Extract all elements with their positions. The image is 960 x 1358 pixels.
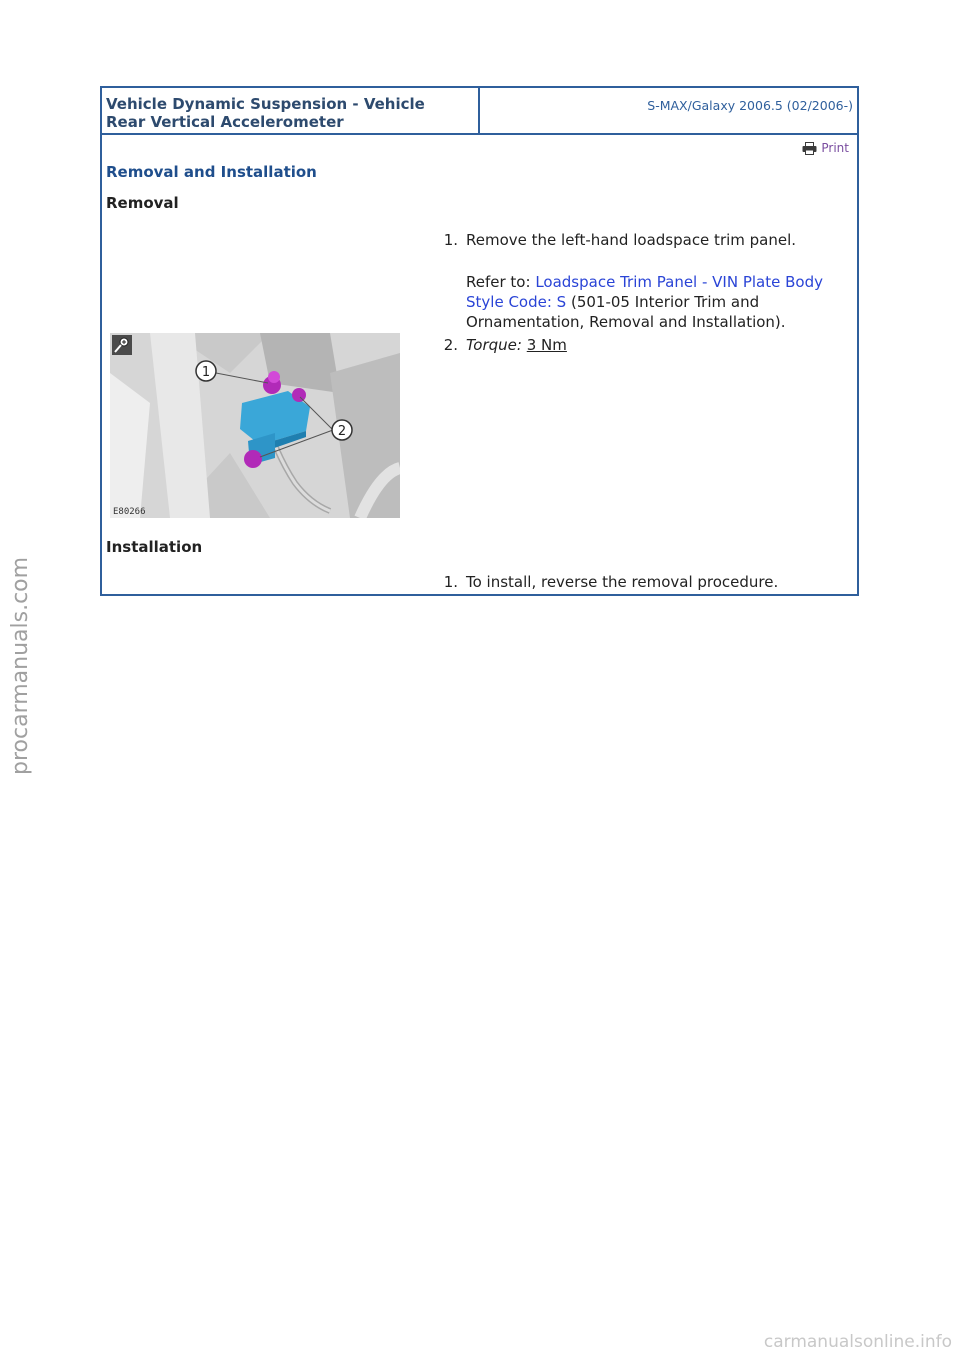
loadspace-trim-panel-link[interactable]: Loadspace Trim Panel - VIN Plate Body Style Code: S [466,273,823,311]
printer-icon [802,142,817,155]
step-text: To install, reverse the removal procedure. [466,573,779,591]
step-number: 1. [443,573,458,591]
refer-to [466,272,846,332]
document-header [102,88,857,135]
accelerometer-illustration[interactable] [110,333,400,518]
callout-1: 1 [201,365,211,380]
print-button[interactable] [802,141,849,155]
procedure-frame [100,86,859,596]
step-number: 1. [443,231,458,249]
installation-step-1 [434,572,846,592]
removal-step-1 [434,230,846,332]
zoom-icon[interactable] [112,335,132,355]
model-label: S-MAX/Galaxy 2006.5 (02/2006-) [647,98,853,113]
side-watermark-text: procarmanuals.com [8,556,33,775]
figure-code: E80266 [113,507,146,517]
illustration-drawing [110,333,400,518]
step-number: 2. [443,336,458,354]
callout-2: 2 [337,424,347,439]
removal-step-2 [434,335,846,355]
refer-prefix: Refer to: [466,273,531,291]
removal-heading: Removal [106,194,179,212]
installation-heading: Installation [106,538,203,556]
footer-watermark: carmanualsonline.info [763,1332,952,1352]
section-title: Removal and Installation [106,163,317,181]
step-text: Remove the left-hand loadspace trim panel. [466,231,797,249]
refer-suffix: (501-05 Interior Trim and Ornamentation, Removal and Installation). [466,293,786,331]
torque-value[interactable]: 3 Nm [526,336,567,354]
side-watermark [8,556,38,805]
print-label: Print [821,141,849,155]
title-line-1: Vehicle Dynamic Suspension - Vehicle [106,95,425,113]
document-title [102,88,480,133]
title-line-2: Rear Vertical Accelerometer [106,113,344,131]
torque-label: Torque: [466,336,522,354]
